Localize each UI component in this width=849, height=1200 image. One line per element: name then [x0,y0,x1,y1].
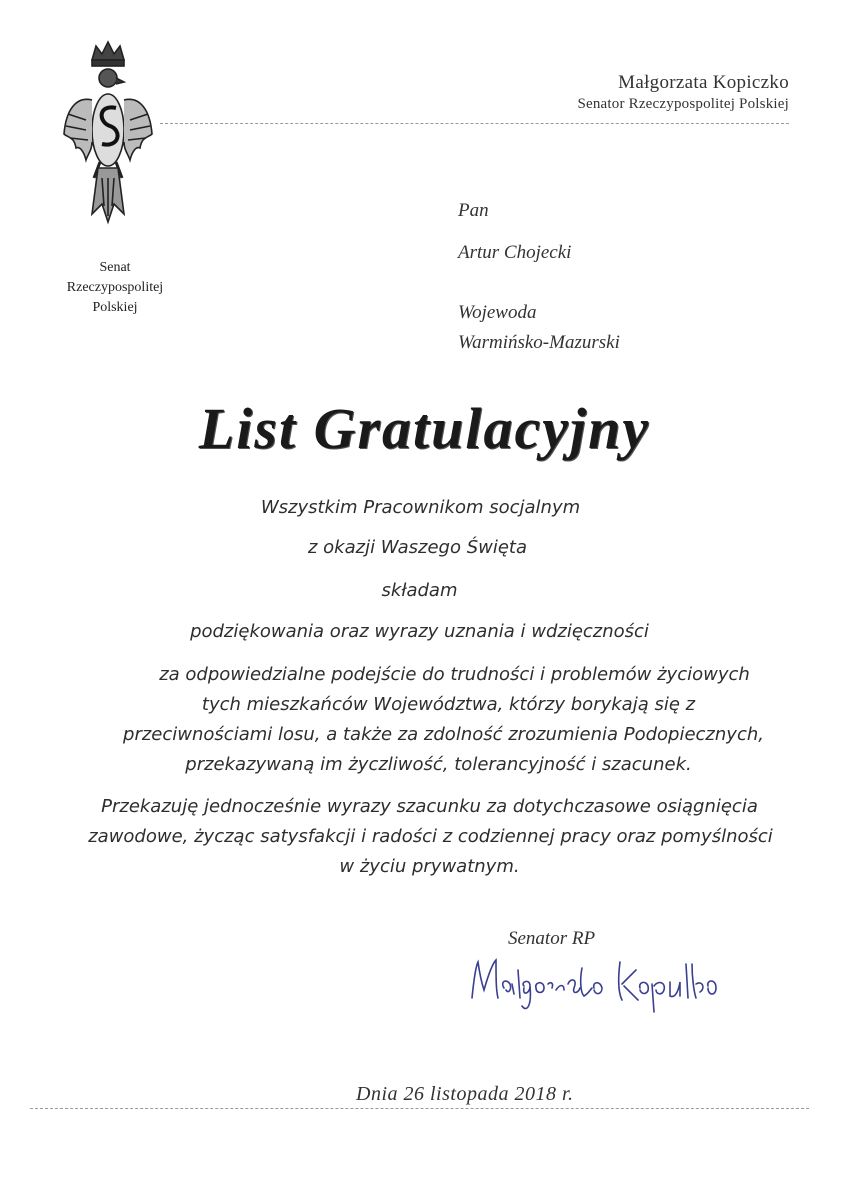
addressee-salutation: Pan [458,200,489,221]
handwritten-signature [460,948,760,1018]
body-line: podziękowania oraz wyrazy uznania i wdzięczności [190,621,649,642]
addressee-name: Artur Chojecki [458,242,572,263]
sender-block [577,72,789,113]
sender-title: Senator Rzeczypospolitej Polskiej [577,96,789,112]
letter-date: Dnia 26 listopada 2018 r. [356,1083,574,1105]
institution-label [40,258,190,318]
body-line: tych mieszkańców Województwa, którzy borykają się z [201,694,696,715]
letter-headline: List Gratulacyjny [198,396,651,461]
body-line: Wszystkim Pracownikom socjalnym [260,497,581,518]
signature-title: Senator RP [508,928,596,949]
body-line: składam [381,580,458,601]
addressee-position: Wojewoda [458,302,537,323]
institution-line: Senat [99,260,131,275]
body-line: zawodowe, życząc satysfakcji i radości z codziennej pracy oraz pomyślności [88,826,773,847]
eagle-emblem-icon [58,38,158,228]
body-line: za odpowiedzialne podejście do trudności i problemów życiowych [159,664,750,685]
body-line: przeciwnościami losu, a także za zdolność zrozumienia Podopiecznych, [123,724,764,745]
institution-line: Rzeczypospolitej [66,280,164,295]
footer-divider [30,1108,809,1109]
body-line: w życiu prywatnym. [339,856,520,877]
body-line: z okazji Waszego Święta [307,537,528,558]
addressee-position-region: Warmińsko-Mazurski [458,332,620,353]
header-divider [160,123,789,124]
sender-name: Małgorzata Kopiczko [618,72,789,93]
body-line: Przekazuję jednocześnie wyrazy szacunku za dotychczasowe osiągnięcia [101,796,758,817]
body-line: przekazywaną im życzliwość, tolerancyjność i szacunek. [185,754,692,775]
institution-line: Polskiej [92,300,138,315]
